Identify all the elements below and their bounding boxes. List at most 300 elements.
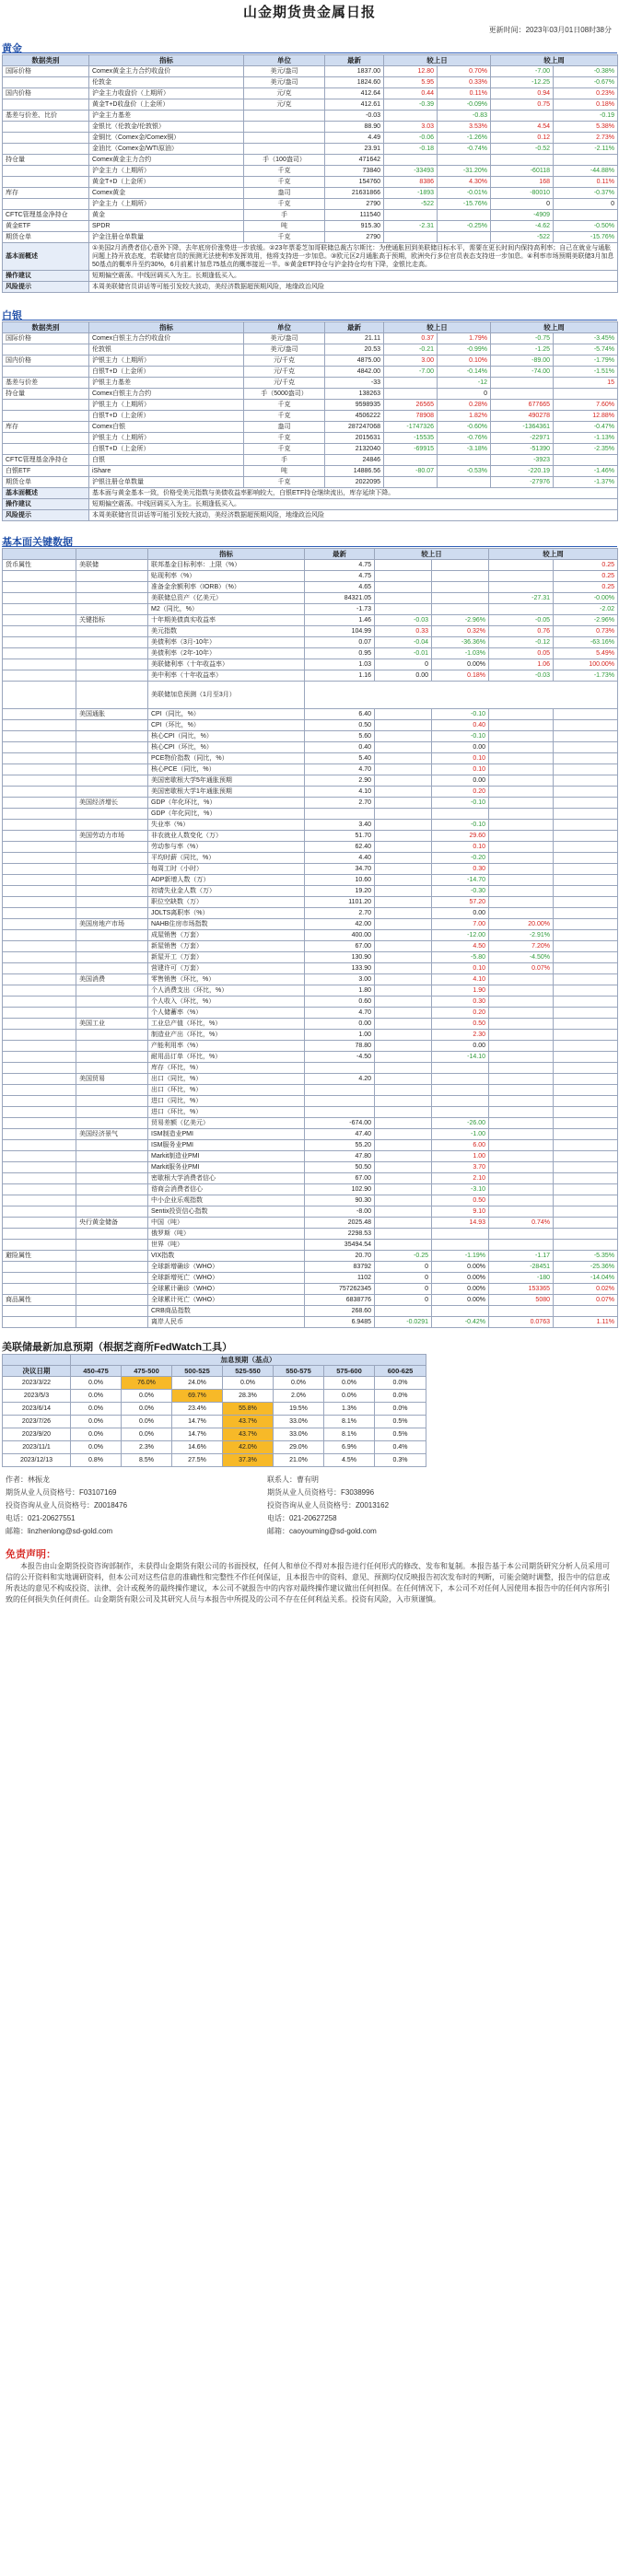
- summary-row: [3, 282, 618, 293]
- table-row: [3, 389, 618, 400]
- table-row: [3, 753, 618, 764]
- table-cell: [3, 1218, 76, 1229]
- table-cell: -0.10: [432, 798, 489, 809]
- table-row: [3, 1030, 618, 1041]
- table-cell: [438, 210, 491, 221]
- table-cell: 1824.60: [325, 77, 384, 88]
- table-cell: [76, 908, 148, 919]
- table-cell: 美国劳动力市场: [76, 831, 148, 842]
- table-cell: 7.20%: [489, 941, 554, 952]
- table-cell: [554, 1218, 618, 1229]
- table-row: [3, 433, 618, 444]
- table-cell: 133.90: [305, 963, 375, 974]
- table-row: [3, 1240, 618, 1251]
- table-cell: -1893: [384, 188, 438, 199]
- table-cell: 3.40: [305, 820, 375, 831]
- table-cell: -674.00: [305, 1118, 375, 1129]
- table-cell: [3, 593, 76, 604]
- table-cell: [554, 764, 618, 775]
- table-cell: 全球新增确诊（WHO）: [148, 1262, 305, 1273]
- table-row: [3, 1295, 618, 1306]
- table-cell: [76, 720, 148, 731]
- table-cell: -5.35%: [554, 1251, 618, 1262]
- table-cell: [375, 742, 432, 753]
- table-cell: 4.40: [305, 853, 375, 864]
- table-row: [3, 1096, 618, 1107]
- table-cell: 手: [244, 210, 325, 221]
- table-cell: 0.25: [554, 560, 618, 571]
- table-cell: [384, 455, 438, 466]
- table-cell: [3, 682, 76, 709]
- table-cell: [3, 1096, 76, 1107]
- summary-text: 本周美联储官员讲话等可能引发较大波动，美经济数据超预期风险，地缘政治风险: [89, 510, 618, 521]
- table-cell: [554, 731, 618, 742]
- table-row: [3, 1284, 618, 1295]
- table-cell: [554, 864, 618, 875]
- header-cell: 525-550: [223, 1366, 274, 1377]
- disclaimer-text: 本报告由山金期货投资咨询部制作，未获得山金期货有限公司的书面授权，任何人和单位不得对本报告进行任何形式的修改、发布和复制。本报告基于本公司期货研究分析人员采用可信的公开资料和实地调研资料，但本公司对这些信息的准确性和完整性不作任何保证，且本报告中的资料、意见、预测均仅反映报告初次发布时的判断，可能会随时调整，报告中的信息或所表达的意见不构成投资、法律、会计或税务的最终操作建议，本公司不就报告中的内容对最终操作建议做出任何担保。在任何情况下，本公司不对任何人因使用本报告中的任何内容所引致的任何损失负任何责任。山金期货有限公司及其研究人员与本报告中所提及的公司不存在任何利益关系。投资有风险，入市须谨慎。: [6, 1562, 610, 1603]
- table-cell: [491, 111, 554, 122]
- table-row: [3, 166, 618, 177]
- table-cell: CFTC管理基金净持仓: [3, 210, 89, 221]
- table-cell: -12: [438, 378, 491, 389]
- table-header-row: [3, 322, 618, 333]
- table-cell: -0.04: [375, 637, 432, 648]
- table-cell: [375, 897, 432, 908]
- table-cell: -0.67%: [554, 77, 618, 88]
- table-cell: [554, 1229, 618, 1240]
- header-cell: 指标: [89, 322, 244, 333]
- table-cell: 2.0%: [274, 1390, 324, 1403]
- table-cell: [76, 853, 148, 864]
- table-row: [3, 188, 618, 199]
- table-cell: [3, 742, 76, 753]
- table-cell: 白银ETF: [3, 466, 89, 477]
- table-cell: 0.00: [305, 1019, 375, 1030]
- table-cell: 15: [554, 378, 618, 389]
- table-cell: [3, 985, 76, 997]
- table-cell: [76, 764, 148, 775]
- table-cell: 1.11%: [554, 1317, 618, 1328]
- table-cell: [489, 560, 554, 571]
- table-cell: [489, 742, 554, 753]
- table-cell: [375, 1107, 432, 1118]
- table-cell: 4.10: [432, 974, 489, 985]
- table-cell: 24846: [325, 455, 384, 466]
- table-row: [3, 864, 618, 875]
- table-cell: [489, 908, 554, 919]
- table-cell: [76, 571, 148, 582]
- table-cell: -12.00: [432, 930, 489, 941]
- table-cell: 0.76: [489, 626, 554, 637]
- table-cell: 吨: [244, 466, 325, 477]
- table-cell: 期货仓单: [3, 232, 89, 243]
- table-cell: [554, 985, 618, 997]
- table-cell: 2.10: [432, 1173, 489, 1184]
- table-cell: [76, 1262, 148, 1273]
- table-cell: [554, 997, 618, 1008]
- table-cell: 287247068: [325, 422, 384, 433]
- table-row: [3, 775, 618, 787]
- table-cell: 0: [491, 199, 554, 210]
- table-cell: [76, 897, 148, 908]
- table-cell: -0.74%: [438, 144, 491, 155]
- header-cell: 指标: [89, 55, 244, 66]
- table-cell: 0.00%: [432, 659, 489, 670]
- footer-line: 期货从业人员资格号：F03107169: [6, 1488, 117, 1497]
- table-row: [3, 560, 618, 571]
- table-cell: 2022095: [325, 477, 384, 488]
- table-cell: 美国工业: [76, 1019, 148, 1030]
- table-cell: [554, 886, 618, 897]
- table-cell: 57.20: [432, 897, 489, 908]
- table-cell: [76, 1118, 148, 1129]
- table-cell: 千克: [244, 177, 325, 188]
- table-row: [3, 1085, 618, 1096]
- table-cell: 0.07%: [489, 963, 554, 974]
- table-cell: 2023/11/1: [3, 1441, 71, 1454]
- table-cell: 持仓量: [3, 155, 89, 166]
- table-cell: [375, 604, 432, 615]
- table-cell: 0.18%: [432, 670, 489, 682]
- table-cell: [76, 1063, 148, 1074]
- table-cell: 营建许可（万套）: [148, 963, 305, 974]
- table-cell: 0.0%: [122, 1403, 172, 1416]
- table-cell: Markit制造业PMI: [148, 1151, 305, 1162]
- table-cell: 美元/盎司: [244, 77, 325, 88]
- table-cell: [3, 1273, 76, 1284]
- table-cell: 6.40: [305, 709, 375, 720]
- table-row: [3, 670, 618, 682]
- table-cell: 准备金余额利率（IORB）（%）: [148, 582, 305, 593]
- table-cell: 4875.00: [325, 356, 384, 367]
- table-cell: [489, 1030, 554, 1041]
- table-cell: 3.03: [384, 122, 438, 133]
- table-row: [3, 1195, 618, 1206]
- table-cell: [76, 648, 148, 659]
- table-cell: 核心PCE（同比，%）: [148, 764, 305, 775]
- table-cell: 4.75: [305, 571, 375, 582]
- footer-line: 投资咨询从业人员资格号：Z0013162: [267, 1501, 390, 1509]
- table-cell: 白银T+D（上金所）: [89, 444, 244, 455]
- table-cell: ISM服务业PMI: [148, 1140, 305, 1151]
- table-cell: [244, 122, 325, 133]
- table-cell: [3, 919, 76, 930]
- table-cell: 中国（吨）: [148, 1218, 305, 1229]
- table-cell: 42.0%: [223, 1441, 274, 1454]
- table-cell: 2790: [325, 199, 384, 210]
- table-cell: 黄金T+D收盘价（上金所）: [89, 99, 244, 111]
- table-cell: [3, 720, 76, 731]
- table-row: [3, 731, 618, 742]
- table-cell: 0.4%: [375, 1441, 426, 1454]
- table-row: [3, 1454, 426, 1467]
- blank-cell: [3, 1355, 71, 1366]
- table-cell: 0.02%: [554, 1284, 618, 1295]
- table-cell: [375, 571, 432, 582]
- table-cell: [76, 1317, 148, 1328]
- table-row: [3, 477, 618, 488]
- table-cell: 0.20: [432, 1008, 489, 1019]
- table-cell: 手（100盎司）: [244, 155, 325, 166]
- summary-row: [3, 499, 618, 510]
- table-cell: [489, 1240, 554, 1251]
- table-cell: 出口（同比，%）: [148, 1074, 305, 1085]
- table-cell: 0.50: [432, 1195, 489, 1206]
- table-cell: 4506222: [325, 411, 384, 422]
- table-cell: [3, 199, 89, 210]
- table-cell: 贸易差额（亿美元）: [148, 1118, 305, 1129]
- table-cell: 美联储: [76, 560, 148, 571]
- table-cell: 0.00: [432, 742, 489, 753]
- table-row: [3, 809, 618, 820]
- table-cell: 0.0%: [223, 1377, 274, 1390]
- table-cell: 1.16: [305, 670, 375, 682]
- table-cell: [375, 842, 432, 853]
- table-cell: [375, 1206, 432, 1218]
- table-cell: 10.60: [305, 875, 375, 886]
- table-cell: -27.31: [489, 593, 554, 604]
- table-cell: 5.38%: [554, 122, 618, 133]
- table-cell: [3, 930, 76, 941]
- table-cell: [554, 875, 618, 886]
- table-cell: [432, 1096, 489, 1107]
- table-cell: [375, 753, 432, 764]
- table-cell: -0.19: [554, 111, 618, 122]
- summary-row: [3, 510, 618, 521]
- table-row: [3, 1063, 618, 1074]
- table-cell: [432, 582, 489, 593]
- table-cell: 73840: [325, 166, 384, 177]
- table-cell: 0.5%: [375, 1428, 426, 1441]
- table-row: [3, 411, 618, 422]
- table-row: [3, 466, 618, 477]
- table-cell: [375, 1118, 432, 1129]
- table-cell: -4.50: [305, 1052, 375, 1063]
- table-cell: -1.51%: [554, 367, 618, 378]
- table-cell: 412.64: [325, 88, 384, 99]
- table-cell: 8.1%: [324, 1428, 375, 1441]
- header-cell: 575-600: [324, 1366, 375, 1377]
- table-cell: [375, 731, 432, 742]
- table-cell: [554, 155, 618, 166]
- table-cell: [3, 1129, 76, 1140]
- table-row: [3, 709, 618, 720]
- table-cell: 中小企业乐观指数: [148, 1195, 305, 1206]
- table-cell: -80.07: [384, 466, 438, 477]
- table-cell: -0.0291: [375, 1317, 432, 1328]
- table-cell: [3, 952, 76, 963]
- table-cell: [76, 941, 148, 952]
- table-cell: 库存（环比，%）: [148, 1063, 305, 1074]
- table-row: [3, 1390, 426, 1403]
- table-cell: 避险属性: [3, 1251, 76, 1262]
- table-row: [3, 155, 618, 166]
- table-cell: -2.96%: [432, 615, 489, 626]
- table-cell: 268.60: [305, 1306, 375, 1317]
- table-cell: -25.36%: [554, 1262, 618, 1273]
- table-cell: -2.02: [554, 604, 618, 615]
- table-cell: 0.0%: [71, 1441, 122, 1454]
- table-cell: 5080: [489, 1295, 554, 1306]
- table-cell: [375, 820, 432, 831]
- table-cell: 1.03: [305, 659, 375, 670]
- table-cell: 0.0%: [71, 1390, 122, 1403]
- table-cell: 8386: [384, 177, 438, 188]
- footer-line: 邮箱：caoyouming@sd-gold.com: [267, 1527, 377, 1535]
- table-cell: [554, 831, 618, 842]
- table-cell: -0.38%: [554, 66, 618, 77]
- table-cell: 全球累计确诊（WHO）: [148, 1284, 305, 1295]
- table-cell: 138263: [325, 389, 384, 400]
- table-cell: [554, 455, 618, 466]
- table-cell: [76, 682, 148, 709]
- table-cell: [3, 400, 89, 411]
- table-cell: [3, 1317, 76, 1328]
- table-cell: 产能利用率（%）: [148, 1041, 305, 1052]
- table-cell: 持仓量: [3, 389, 89, 400]
- table-cell: 90.30: [305, 1195, 375, 1206]
- table-cell: 0.00%: [432, 1295, 489, 1306]
- table-cell: [432, 1306, 489, 1317]
- table-row: [3, 1306, 618, 1317]
- table-cell: iShare: [89, 466, 244, 477]
- table-cell: [489, 1096, 554, 1107]
- table-row: [3, 1428, 426, 1441]
- table-row: [3, 853, 618, 864]
- table-row: [3, 952, 618, 963]
- table-cell: [76, 1229, 148, 1240]
- table-cell: 29.60: [432, 831, 489, 842]
- table-row: [3, 1129, 618, 1140]
- table-cell: 3.70: [432, 1162, 489, 1173]
- table-cell: [305, 809, 375, 820]
- table-cell: 412.61: [325, 99, 384, 111]
- table-cell: 俄罗斯（吨）: [148, 1229, 305, 1240]
- table-cell: -5.80: [432, 952, 489, 963]
- table-cell: [76, 1107, 148, 1118]
- table-cell: [305, 1085, 375, 1096]
- table-cell: 沪金主力收盘价（上期所）: [89, 88, 244, 99]
- table-cell: [375, 1240, 432, 1251]
- table-cell: [489, 1019, 554, 1030]
- table-cell: -7.00: [384, 367, 438, 378]
- table-cell: -63.16%: [554, 637, 618, 648]
- table-cell: [375, 1008, 432, 1019]
- table-cell: [491, 155, 554, 166]
- table-row: [3, 831, 618, 842]
- table-cell: [489, 897, 554, 908]
- table-cell: Comex白银: [89, 422, 244, 433]
- table-cell: 美联储加息预测（1月至3月）: [148, 682, 305, 709]
- table-cell: -26.00: [432, 1118, 489, 1129]
- table-cell: 34.70: [305, 864, 375, 875]
- table-cell: [554, 709, 618, 720]
- fedwatch-title: 美联储最新加息预期（根据芝商所FedWatch工具）: [2, 1342, 233, 1353]
- table-cell: [3, 886, 76, 897]
- table-cell: [76, 952, 148, 963]
- footer-line: 联系人：曹有明: [267, 1475, 319, 1484]
- table-cell: [3, 809, 76, 820]
- table-cell: [554, 1162, 618, 1173]
- table-cell: 37.3%: [223, 1454, 274, 1467]
- table-cell: [76, 963, 148, 974]
- table-cell: [3, 1162, 76, 1173]
- table-cell: ISM制造业PMI: [148, 1129, 305, 1140]
- table-cell: -220.19: [491, 466, 554, 477]
- table-cell: 平均时薪（同比，%）: [148, 853, 305, 864]
- table-cell: [489, 709, 554, 720]
- table-cell: -4.50%: [489, 952, 554, 963]
- table-cell: CFTC管理基金净持仓: [3, 455, 89, 466]
- table-cell: -1.13%: [554, 433, 618, 444]
- table-cell: -180: [489, 1273, 554, 1284]
- table-cell: [76, 1184, 148, 1195]
- table-cell: -8.00: [305, 1206, 375, 1218]
- table-cell: 美国经济景气: [76, 1129, 148, 1140]
- table-cell: 8.5%: [122, 1454, 172, 1467]
- table-cell: [554, 809, 618, 820]
- table-cell: -15535: [384, 433, 438, 444]
- table-cell: 0.25: [554, 582, 618, 593]
- table-cell: 元/千克: [244, 356, 325, 367]
- table-cell: 0.25: [554, 571, 618, 582]
- table-cell: 0.70%: [438, 66, 491, 77]
- summary-label: 基本面概述: [3, 488, 89, 499]
- table-cell: 84321.05: [305, 593, 375, 604]
- table-cell: [3, 842, 76, 853]
- header-cell: 单位: [244, 322, 325, 333]
- header-cell: 较上周: [491, 322, 618, 333]
- table-cell: 离岸人民币: [148, 1317, 305, 1328]
- table-cell: NAHB住房市场指数: [148, 919, 305, 930]
- table-cell: 0: [375, 1273, 432, 1284]
- table-cell: [3, 1008, 76, 1019]
- table-row: [3, 455, 618, 466]
- table-cell: -4.62: [491, 221, 554, 232]
- footer-line: 邮箱：linzhenlong@sd-gold.com: [6, 1527, 113, 1535]
- table-cell: [489, 1306, 554, 1317]
- table-cell: [489, 974, 554, 985]
- table-cell: 沪金主力（上期所）: [89, 166, 244, 177]
- table-cell: [3, 604, 76, 615]
- table-cell: -1.25: [491, 344, 554, 356]
- table-cell: [489, 798, 554, 809]
- table-row: [3, 682, 618, 709]
- table-cell: 0.10: [432, 963, 489, 974]
- table-row: [3, 908, 618, 919]
- header-cell: 指标: [148, 549, 305, 560]
- table-cell: 0.73%: [554, 626, 618, 637]
- table-row: [3, 111, 618, 122]
- table-cell: [3, 1052, 76, 1063]
- table-cell: 成屋销售（万套）: [148, 930, 305, 941]
- table-cell: [554, 753, 618, 764]
- table-cell: 42.00: [305, 919, 375, 930]
- table-cell: [489, 753, 554, 764]
- table-cell: -1364361: [491, 422, 554, 433]
- table-cell: [375, 974, 432, 985]
- table-cell: -0.03: [489, 670, 554, 682]
- table-cell: 168: [491, 177, 554, 188]
- table-cell: [375, 1129, 432, 1140]
- table-cell: 102.90: [305, 1184, 375, 1195]
- table-cell: [489, 1052, 554, 1063]
- summary-row: [3, 488, 618, 499]
- table-cell: [3, 411, 89, 422]
- table-cell: [554, 820, 618, 831]
- table-cell: 0.40: [305, 742, 375, 753]
